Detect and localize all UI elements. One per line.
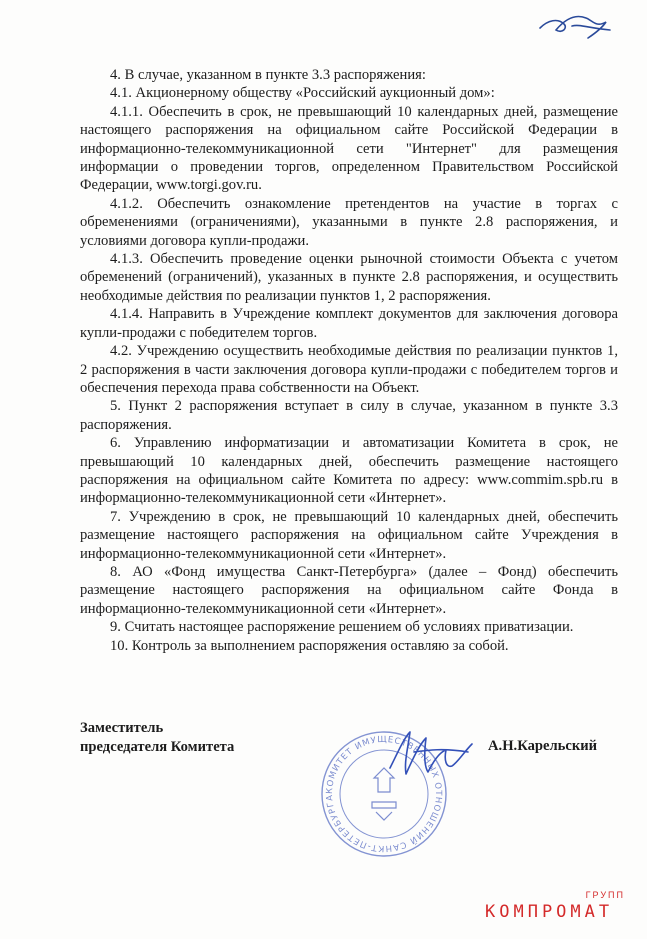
document-body — [80, 66, 618, 655]
paragraph-4-1-4: 4.1.4. Направить в Учреждение комплект документов для заключения договора купли-продажи с победителем торгов. — [80, 306, 618, 341]
watermark-main: КОМПРОМАТ — [485, 902, 614, 922]
signatory-name: А.Н.Карельский — [488, 738, 598, 754]
corner-signature-icon — [536, 8, 614, 48]
paragraph-7: 7. Учреждению в срок, не превышающий 10 календарных дней, обеспечить размещение настоящего распоряжения на официальном сайте Учреждения в информационно-телекоммуникационной сети «Интернет». — [80, 508, 618, 562]
paragraph-4-1: 4.1. Акционерному обществу «Российский аукционный дом»: — [110, 85, 495, 102]
signatory-title-line-2: председателя Комитета — [80, 739, 235, 755]
paragraph-4-1-2: 4.1.2. Обеспечить ознакомление претендентов на участие в торгах с обременениями (ограничениями), указанными в пункте 2.8 распоряжения, и условиями договора купли-продажи. — [80, 195, 618, 249]
paragraph-4-1-1: 4.1.1. Обеспечить в срок, не превышающий 10 календарных дней, размещение настоящего распоряжения на официальном сайте Российской Федерации в информационно-телекоммуникационной сети "Интернет" для размещения информации о проведении торгов, определенном Правительством Российской Федерации, www.torgi.gov.ru. — [80, 103, 618, 194]
paragraph-9: 9. Считать настоящее распоряжение решением об условиях приватизации. — [110, 619, 574, 636]
paragraph-4-1-3: 4.1.3. Обеспечить проведение оценки рыночной стоимости Объекта с учетом обременений (ограничений), указанных в пункте 2.8 распоряжения, и осуществить необходимые действия по реализации пунктов 1, 2 распоряжения. — [80, 251, 618, 304]
seal-text: КОМИТЕТ ИМУЩЕСТВЕННЫХ ОТНОШЕНИЙ САНКТ-ПЕТЕРБУРГА — [324, 734, 444, 854]
paragraph-4-2: 4.2. Учреждению осуществить необходимые действия по реализации пунктов 1, 2 распоряжения в части заключения договора купли-продажи с победителем торгов и обеспечения перехода права собственности на Объект. — [80, 343, 618, 396]
watermark — [485, 890, 625, 930]
paragraph-5: 5. Пункт 2 распоряжения вступает в силу в случае, указанном в пункте 3.3 распоряжения. — [80, 398, 618, 433]
watermark-top: ГРУПП — [585, 890, 625, 900]
signatory-title — [80, 719, 234, 757]
paragraph-4: 4. В случае, указанном в пункте 3.3 распоряжения: — [110, 67, 426, 83]
paragraph-8: 8. АО «Фонд имущества Санкт-Петербурга» (далее – Фонд) обеспечить размещение настоящего распоряжения на официальном сайте Фонда в информационно-телекоммуникационной сети «Интернет». — [80, 563, 618, 617]
handwritten-signature-icon — [384, 722, 476, 788]
signatory-title-line-1: Заместитель — [80, 720, 164, 736]
paragraph-6: 6. Управлению информатизации и автоматизации Комитета в срок, не превышающий 10 календарных дней, обеспечить размещение настоящего распоряжения на официальном сайте Комитета по адресу: www.commim.spb.ru в информационно-телекоммуникационной сети «Интернет». — [80, 435, 618, 507]
paragraph-10: 10. Контроль за выполнением распоряжения оставляю за собой. — [110, 637, 509, 654]
